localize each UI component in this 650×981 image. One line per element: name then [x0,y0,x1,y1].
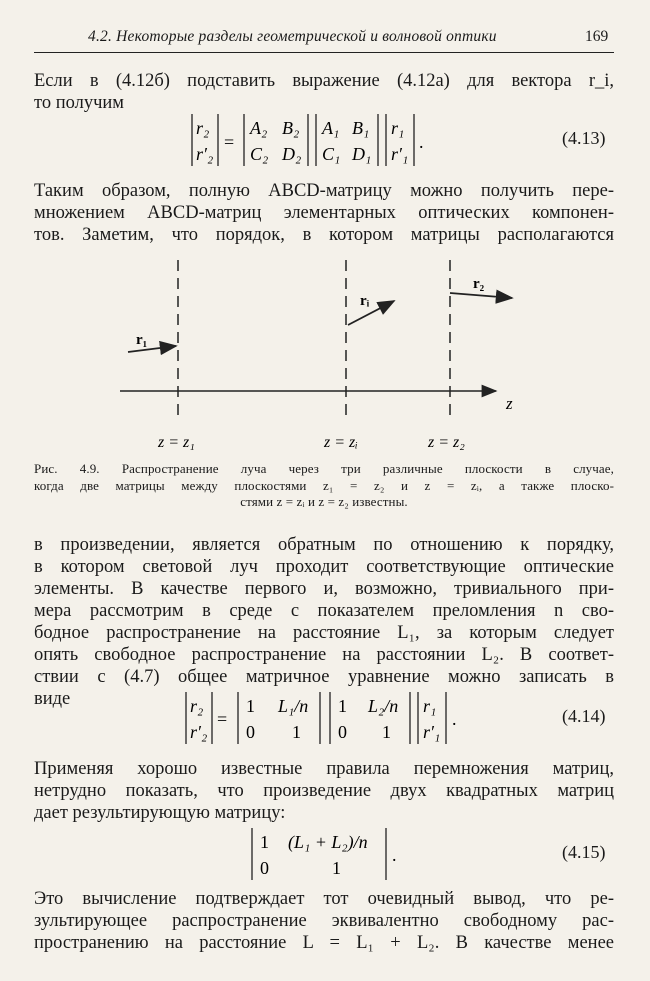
matrix-cell: A₂ [250,118,268,138]
matrix-cell: r′₂ [190,722,208,742]
matrix-cell: r₁ [423,696,437,716]
paragraph-2 [34,180,614,246]
matrix-cell: 1 [332,858,341,878]
matrix-cell: r′₁ [423,722,441,742]
matrix-cell: 0 [246,722,255,742]
text-line: то получим [34,93,125,113]
equation-number: (4.14) [562,706,606,726]
text-line: элементы. В качестве первого и, возможно, тривиального при- [34,579,614,599]
matrix-cell: r₁ [391,118,405,138]
running-header: 4.2. Некоторые разделы геометрической и волновой оптики [88,28,497,45]
text-line: ствии с (4.7) общее матричное уравнение можно записать в [34,667,614,687]
figure-4-9 [110,255,550,455]
text-line: в котором световой луч проходит соответствующие оптические [34,557,614,577]
equation-number: (4.15) [562,842,606,862]
text-line: виде [34,689,71,709]
matrix-cell: B₁ [352,118,370,138]
equation-4-15 [244,824,414,884]
text-line: в произведении, является обратным по отношению к порядку, [34,535,614,555]
equation-4-13 [180,108,470,170]
matrix-cell: L₁/n [278,696,309,716]
text-line: мера рассмотрим в среде с показателем преломления n сво- [34,601,614,621]
text-line: Таким образом, полную ABCD-матрицу можно получить пере- [34,181,614,201]
header-rule [34,52,614,53]
caption-line: когда две матрицы между плоскостями z₁ = z₂ и z = zᵢ, а также плоско- [34,477,614,493]
matrix-cell: 0 [260,858,269,878]
matrix-cell: 1 [292,722,301,742]
ray-label: r₂ [473,276,485,292]
matrix-cell: L₂/n [368,696,399,716]
matrix-cell: C₂ [250,144,269,164]
matrix-cell: D₂ [282,144,302,164]
paragraph-5 [34,888,614,954]
text-line: нетрудно показать, что произведение двух квадратных матриц [34,781,614,801]
text-line: бодное распространение на расстояние L₁, за которым следует [34,623,614,643]
plane-label: z = z₂ [428,434,465,451]
matrix-cell: A₁ [322,118,340,138]
paragraph-4 [34,758,614,824]
equation-4-14 [180,688,480,748]
ray-r2-arrow [450,293,512,298]
text-line: Если в (4.12б) подставить выражение (4.12а) для вектора r_i, [34,71,614,91]
matrix-cell: (L₁ + L₂)/n [288,832,368,852]
text-line: опять свободное распространение на расстоянии L₂. В соответ- [34,645,614,665]
equation-number: (4.13) [562,128,606,148]
paragraph-3 [34,534,614,710]
matrix-cell: B₂ [282,118,300,138]
matrix-cell: r′₁ [391,144,409,164]
caption-line: Рис. 4.9. Распространение луча через три различные плоскости в случае, [34,461,614,476]
text-line: дает результирующую матрицу: [34,803,286,823]
matrix-cell: 1 [246,696,255,716]
matrix-cell: 1 [382,722,391,742]
axis-label: z [506,394,513,413]
text-line: множением ABCD-матриц элементарных оптических компонен- [34,203,614,223]
svg-text:.: . [392,845,397,865]
ray-label: rᵢ [360,293,370,309]
text-line: Применяя хорошо известные правила перемножения матриц, [34,759,614,779]
matrix-cell: 1 [338,696,347,716]
caption-line: стями z = zᵢ и z = z₂ известны. [240,494,408,509]
matrix-cell: 0 [338,722,347,742]
svg-text:=: = [217,709,228,729]
text-line: зультирующее распространение эквивалентно свободному рас- [34,911,614,931]
text-line: Это вычисление подтверждает тот очевидный вывод, что ре- [34,889,614,909]
matrix-cell: r′₂ [196,144,214,164]
figure-caption [34,461,614,511]
plane-label: z = z₁ [158,434,195,451]
svg-text:=: = [224,132,235,152]
matrix-cell: r₂ [196,118,210,138]
matrix-cell: 1 [260,832,269,852]
matrix-cell: r₂ [190,696,204,716]
matrix-cell: C₁ [322,144,341,164]
text-line: тов. Заметим, что порядок, в котором матрицы располагаются [34,225,614,245]
ray-label: r₁ [136,332,148,348]
plane-label: z = zᵢ [324,434,358,451]
ray-ri-arrow [348,301,394,325]
svg-text:.: . [452,709,457,729]
page-number: 169 [585,28,609,45]
svg-text:.: . [419,132,424,152]
matrix-cell: D₁ [352,144,372,164]
text-line: пространению на расстояние L = L₁ + L₂. В качестве менее [34,933,614,953]
